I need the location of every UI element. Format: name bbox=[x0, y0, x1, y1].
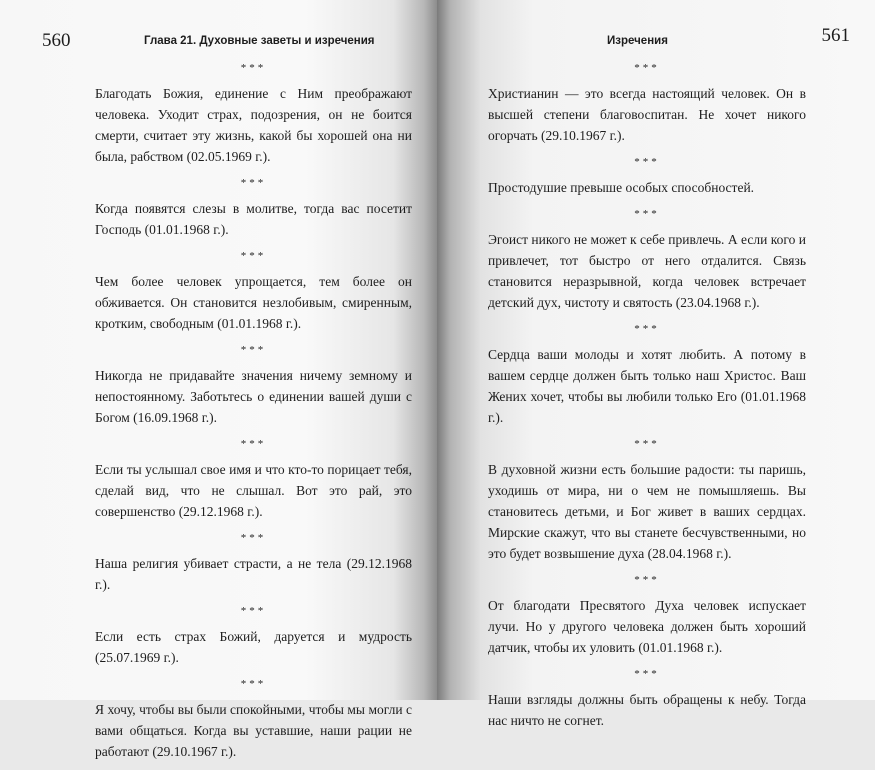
saying: Благодать Божия, единение с Ним преображают человека. Уходит страх, подозрения, он не боится смерти, считает эту жизнь, какой бы хорошей она ни была, рабством (02.05.1969 г.). bbox=[95, 86, 412, 164]
saying: Наша религия убивает страсти, а не тела (29.12.1968 г.). bbox=[95, 556, 412, 592]
separator: *** bbox=[634, 438, 660, 450]
saying: Когда появятся слезы в молитве, тогда вас посетит Господь (01.01.1968 г.). bbox=[95, 201, 412, 237]
separator: *** bbox=[634, 323, 660, 335]
text-column bbox=[95, 60, 412, 770]
right-page bbox=[437, 0, 875, 728]
saying: От благодати Пресвятого Духа человек испускает лучи. Но у другого человека должен быть хороший датчик, чтобы их уловить (01.01.1968 г.). bbox=[488, 598, 806, 655]
separator: *** bbox=[240, 678, 267, 690]
saying: Эгоист никого не может к себе привлечь. А если кого и привлечет, тот быстро от него отдалится. Связь становится неразрывной, когда человек встречает детский дух, чистоту и святость (23.04.1968 г.). bbox=[488, 232, 806, 310]
saying: Наши взгляды должны быть обращены к небу. Тогда нас ничто не согнет. bbox=[488, 692, 806, 728]
saying: Я хочу, чтобы вы были спокойными, чтобы мы могли с вами общаться. Когда вы уставшие, наши рации не работают (29.10.1967 г.). bbox=[95, 702, 412, 759]
separator: *** bbox=[634, 208, 660, 220]
saying: Христианин — это всегда настоящий человек. Он в высшей степени благовоспитан. Не хочет никого огорчать (29.10.1967 г.). bbox=[488, 86, 806, 143]
saying: Никогда не придавайте значения ничему земному и непостоянному. Заботьтесь о единении вашей души с Богом (16.09.1968 г.). bbox=[95, 368, 412, 425]
saying: Чем более человек упрощается, тем более он обживается. Он становится незлобивым, смиренным, кротким, свободным (01.01.1968 г.). bbox=[95, 274, 412, 331]
separator: *** bbox=[634, 668, 660, 680]
page-number: 561 bbox=[821, 25, 850, 46]
separator: *** bbox=[240, 605, 267, 617]
saying: Если ты услышал свое имя и что кто-то порицает тебя, сделай вид, что не слышал. Вот это рай, это совершенство (29.12.1968 г.). bbox=[95, 462, 412, 519]
page-number: 560 bbox=[42, 30, 71, 51]
separator: *** bbox=[634, 574, 660, 586]
saying: Если есть страх Божий, даруется и мудрость (25.07.1969 г.). bbox=[95, 629, 412, 665]
separator: *** bbox=[634, 156, 660, 168]
separator: *** bbox=[240, 344, 267, 356]
left-page bbox=[0, 0, 437, 759]
saying: Простодушие превыше особых способностей. bbox=[488, 180, 755, 195]
running-head: Глава 21. Духовные заветы и изречения bbox=[144, 35, 375, 47]
separator: *** bbox=[240, 532, 267, 544]
separator: *** bbox=[240, 438, 267, 450]
text-column bbox=[488, 60, 806, 739]
saying: В духовной жизни есть большие радости: ты паришь, уходишь от мира, ни о чем не помышляешь. Вы становитесь детьми, и Бог живет в ваших сердцах. Мирские скажут, что вы станете бесчувственными, но это будет возвышение духа (28.04.1968 г.). bbox=[488, 462, 806, 561]
separator: *** bbox=[240, 62, 267, 74]
separator: *** bbox=[240, 250, 267, 262]
separator: *** bbox=[240, 177, 267, 189]
saying: Сердца ваши молоды и хотят любить. А потому в вашем сердце должен быть только наш Христос. Ваш Жених хочет, чтобы вы любили только Его (01.01.1968 г.). bbox=[488, 347, 806, 425]
running-head: Изречения bbox=[607, 35, 668, 47]
separator: *** bbox=[634, 62, 660, 74]
